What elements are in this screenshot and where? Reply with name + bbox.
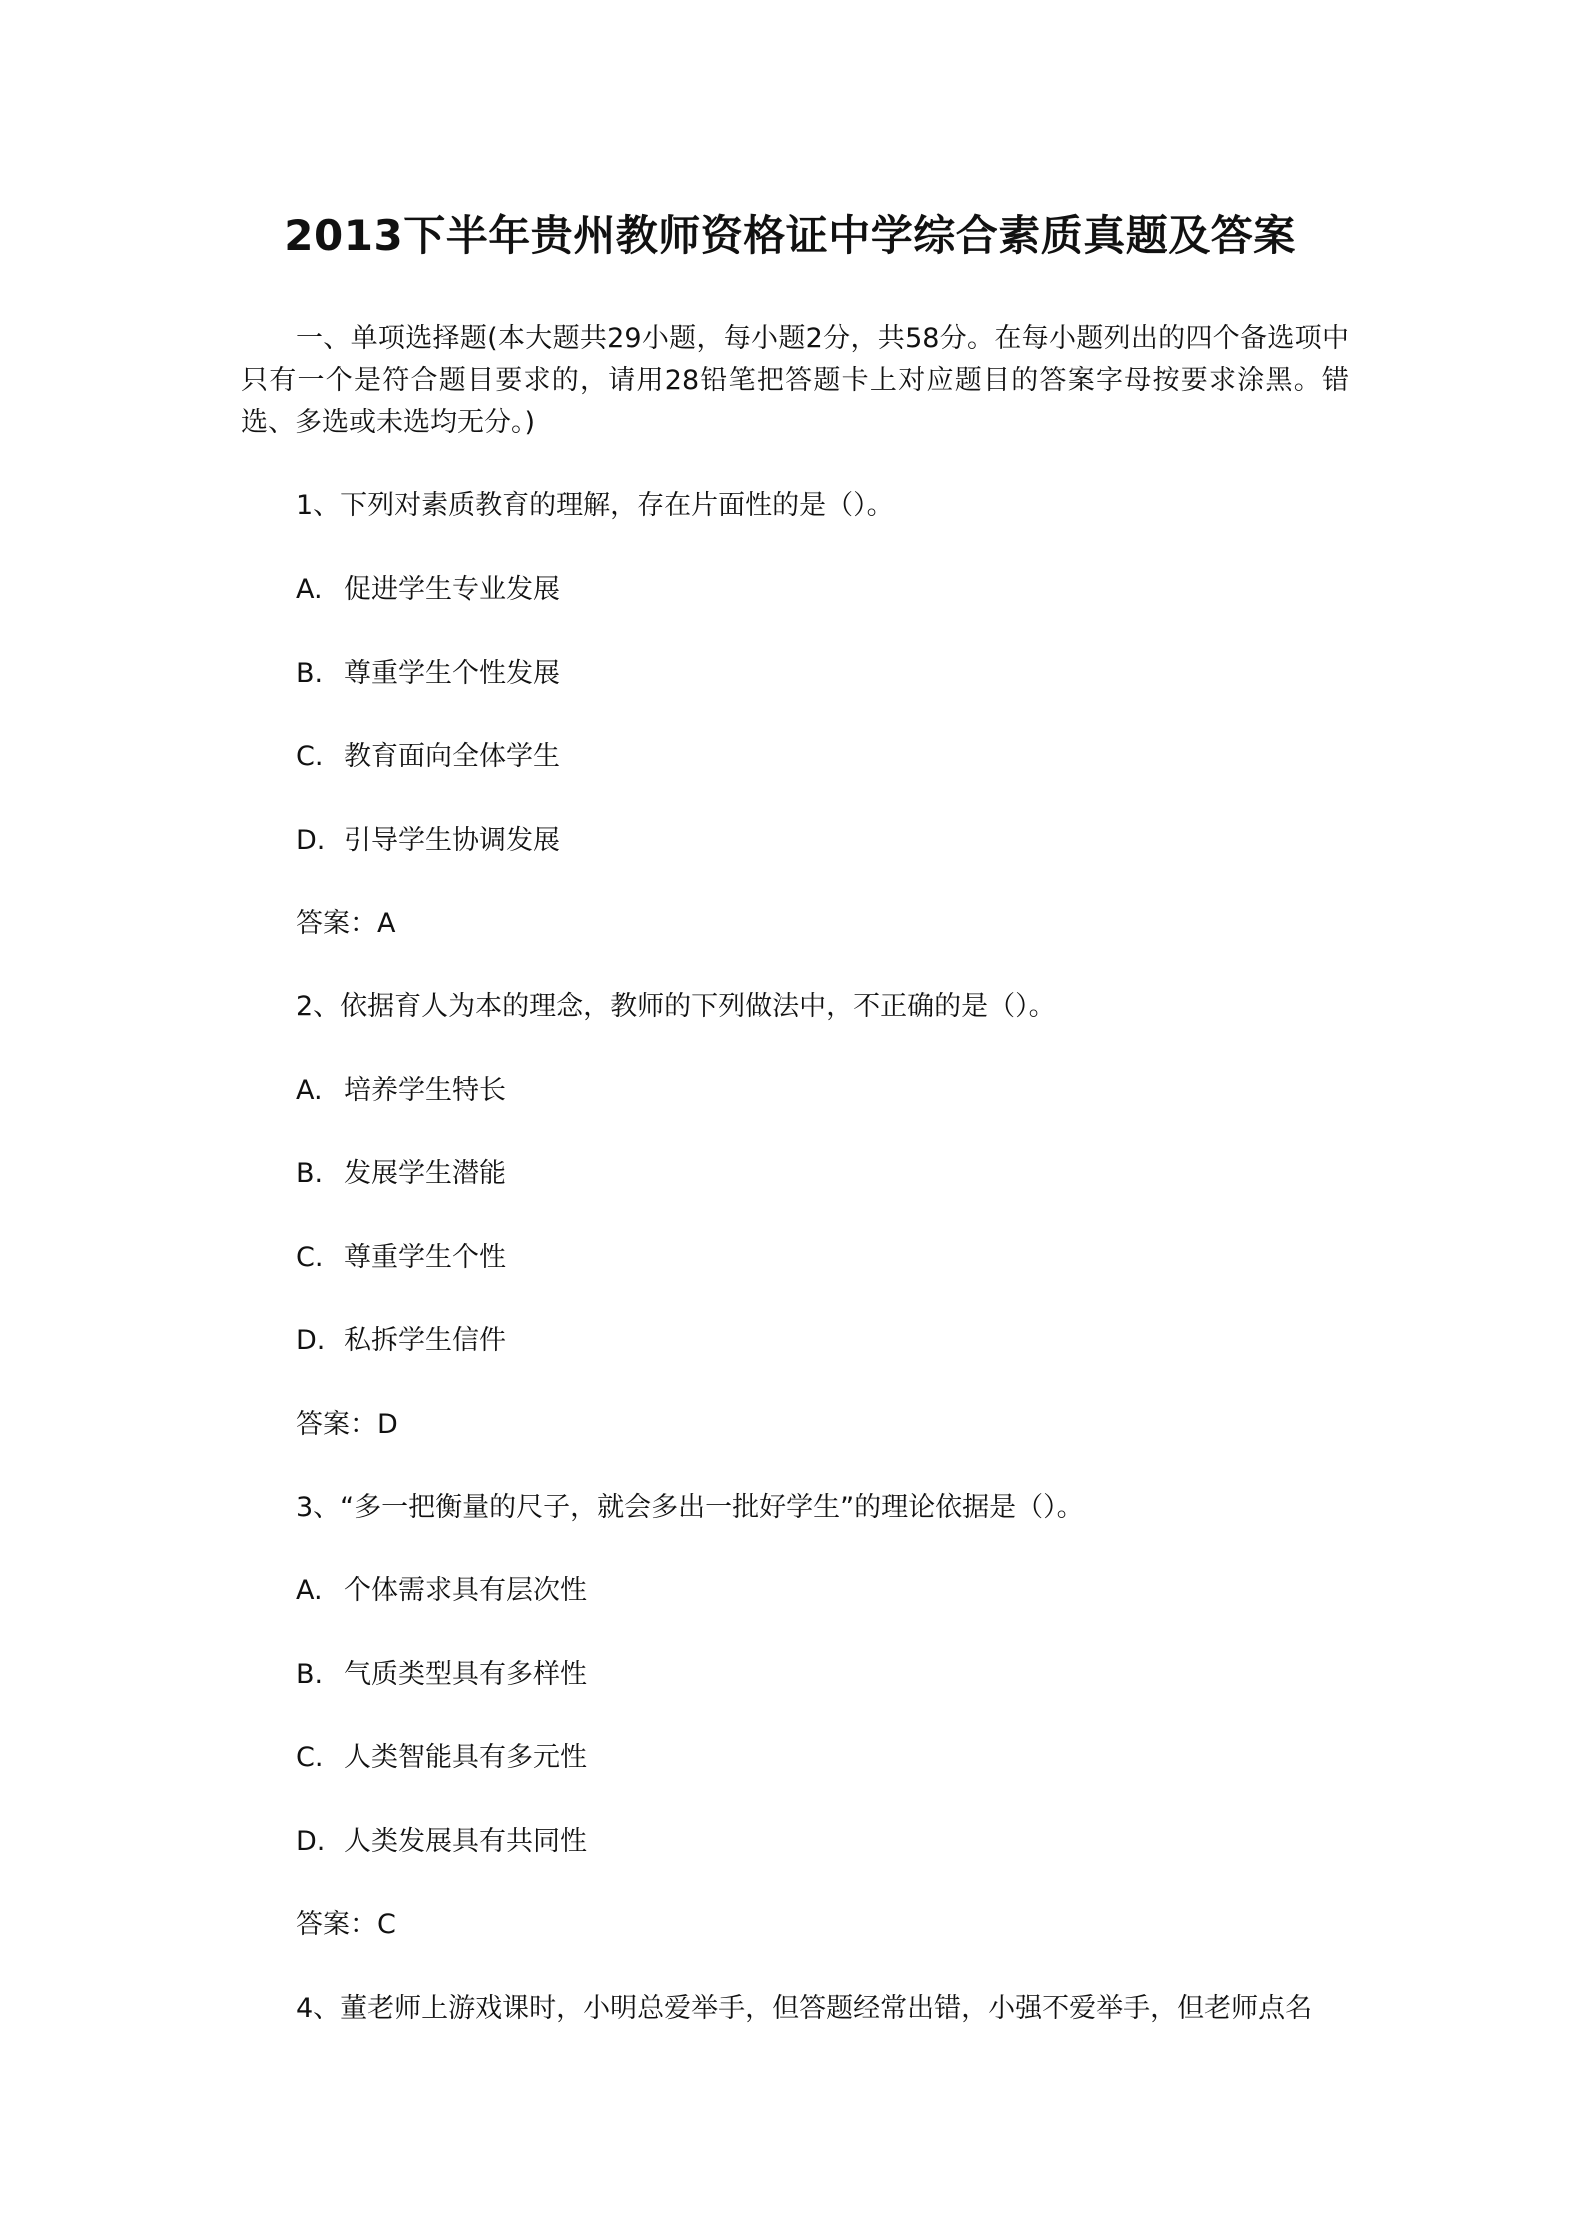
question-3-option-a — [296, 1571, 587, 1611]
option-letter: C. — [296, 1742, 324, 1773]
question-3-answer: 答案：C — [296, 1909, 396, 1940]
question-3-option-c — [296, 1738, 587, 1778]
option-letter: C. — [296, 741, 324, 772]
option-text: 人类发展具有共同性 — [344, 1826, 587, 1857]
option-text: 私拆学生信件 — [344, 1325, 506, 1356]
option-letter: A. — [296, 574, 323, 605]
option-text: 尊重学生个性 — [344, 1242, 506, 1273]
option-letter: C. — [296, 1242, 324, 1273]
option-text: 人类智能具有多元性 — [344, 1742, 587, 1773]
question-1-option-a — [296, 570, 560, 610]
question-1-option-c — [296, 737, 560, 777]
option-letter: D. — [296, 825, 326, 856]
option-text: 气质类型具有多样性 — [344, 1659, 587, 1690]
option-letter: A. — [296, 1575, 323, 1606]
section-intro: 一、单项选择题(本大题共29小题，每小题2分，共58分。在每小题列出的四个备选项中只有一个是符合题目要求的，请用28铅笔把答题卡上对应题目的答案字母按要求涂黑。错选、多选或未选均无分。) — [241, 323, 1349, 438]
question-2-option-a — [296, 1071, 506, 1111]
question-2-answer: 答案：D — [296, 1409, 398, 1440]
option-text: 教育面向全体学生 — [344, 741, 560, 772]
question-stem-1: 1、下列对素质教育的理解，存在片面性的是（）。 — [296, 490, 894, 521]
option-letter: B. — [296, 1158, 324, 1189]
question-stem-2: 2、依据育人为本的理念，教师的下列做法中，不正确的是（）。 — [296, 991, 1056, 1022]
option-text: 个体需求具有层次性 — [344, 1575, 587, 1606]
question-stem-4: 4、董老师上游戏课时，小明总爱举手，但答题经常出错，小强不爱举手，但老师点名 — [296, 1993, 1313, 2024]
option-letter: B. — [296, 658, 324, 689]
option-text: 尊重学生个性发展 — [344, 658, 560, 689]
option-letter: D. — [296, 1325, 326, 1356]
question-3-option-d — [296, 1822, 587, 1862]
option-text: 培养学生特长 — [344, 1075, 506, 1106]
question-2-option-b — [296, 1154, 506, 1194]
document-title: 2013下半年贵州教师资格证中学综合素质真题及答案 — [284, 211, 1296, 260]
question-3-option-b — [296, 1655, 587, 1695]
option-letter: B. — [296, 1659, 324, 1690]
question-2-option-d — [296, 1321, 506, 1361]
option-text: 促进学生专业发展 — [344, 574, 560, 605]
question-1-option-d — [296, 821, 560, 861]
question-1-answer: 答案：A — [296, 908, 396, 939]
question-1-option-b — [296, 654, 560, 694]
question-stem-3: 3、“多一把衡量的尺子，就会多出一批好学生”的理论依据是（）。 — [296, 1492, 1084, 1523]
option-letter: A. — [296, 1075, 323, 1106]
option-letter: D. — [296, 1826, 326, 1857]
option-text: 引导学生协调发展 — [344, 825, 560, 856]
option-text: 发展学生潜能 — [344, 1158, 506, 1189]
question-2-option-c — [296, 1238, 506, 1278]
